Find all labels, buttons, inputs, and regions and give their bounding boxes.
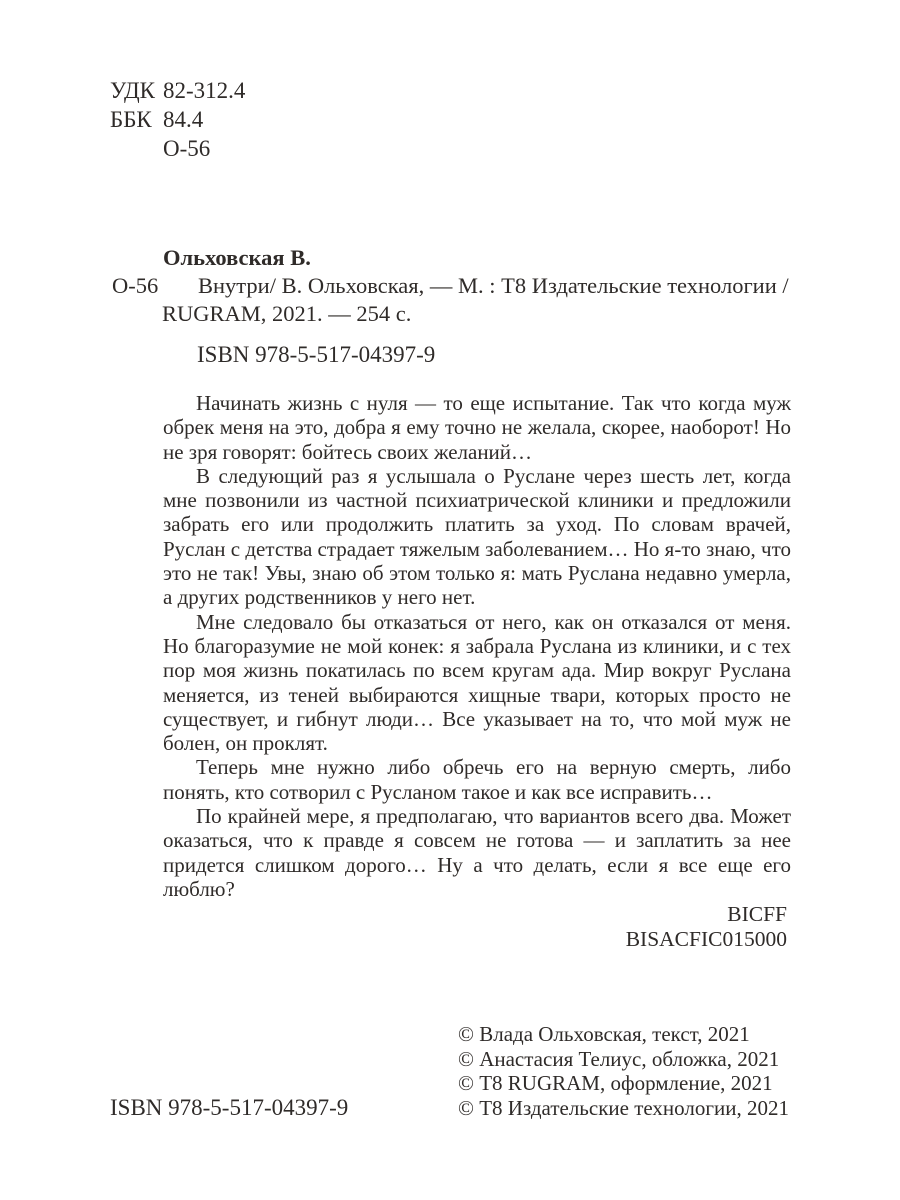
author-sign-row bbox=[110, 134, 245, 163]
annotation-paragraph: В следующий раз я услышала о Руслане через шесть лет, когда мне позвонили из частной психиатрической клиники и предложили забрать его или продолжить платить за уход. По словам врачей, Руслан с детства страдает тяжелым заболеванием… Но я-то знаю, что это не так! Увы, знаю об этом только я: мать Руслана недавно умерла, а других родственников у него нет. bbox=[163, 463, 791, 610]
udk-row bbox=[110, 76, 245, 105]
bbk-label: ББК bbox=[110, 107, 152, 132]
copyright-line-cover: © Анастасия Телиус, обложка, 2021 bbox=[458, 1046, 780, 1071]
copyright-block bbox=[458, 1022, 789, 1120]
bbk-row bbox=[110, 105, 245, 134]
entry-code: О-56 bbox=[112, 273, 159, 298]
entry-text: Внутри/ В. Ольховская, — М. : Т8 Издательские технологии / RUGRAM, 2021. — 254 с. bbox=[162, 273, 789, 326]
bbk-value: 84.4 bbox=[163, 107, 204, 132]
entry-author: Ольховская В. bbox=[163, 245, 311, 270]
classification-codes bbox=[626, 902, 787, 952]
annotation-paragraph: Мне следовало бы отказаться от него, как он отказался от меня. Но благоразумие не мой конек: я забрала Руслана из клиники, и с тех пор моя жизнь покатилась по всем кругам ада. Мир вокруг Руслана меняется, из теней выбираются хищные твари, которых просто не существует, и гибнут люди… Все указывает на то, что мой муж не болен, он проклят. bbox=[163, 609, 791, 756]
author-sign-label bbox=[110, 134, 163, 163]
bisac-code: BISACFIC015000 bbox=[625, 927, 787, 951]
copyright-line-design: © Т8 RUGRAM, оформление, 2021 bbox=[458, 1071, 773, 1095]
footer-isbn-line: ISBN 978-5-517-04397-9 bbox=[110, 1095, 349, 1120]
entry-body bbox=[112, 272, 804, 328]
copyright-line-text: © Влада Ольховская, текст, 2021 bbox=[458, 1022, 750, 1046]
annotation-paragraph: Теперь мне нужно либо обречь его на верную смерть, либо понять, кто сотворил с Русланом такое и как все исправить… bbox=[163, 755, 791, 804]
udk-label: УДК bbox=[110, 78, 155, 103]
catalog-block bbox=[110, 76, 245, 163]
author-sign-value: О-56 bbox=[163, 136, 211, 161]
udk-value: 82-312.4 bbox=[163, 78, 246, 103]
copyright-line-publisher: © Т8 Издательские технологии, 2021 bbox=[458, 1095, 789, 1120]
annotation-paragraph: Начинать жизнь с нуля — то еще испытание. Так что когда муж обрек меня на это, добра я ему точно не желала, скорее, наоборот! Но не зря говорят: бойтесь своих желаний… bbox=[163, 391, 791, 464]
isbn-line: ISBN 978-5-517-04397-9 bbox=[197, 342, 436, 367]
annotation-block bbox=[163, 391, 791, 901]
bibliographic-entry bbox=[112, 244, 804, 328]
annotation-paragraph: По крайней мере, я предполагаю, что вариантов всего два. Может оказаться, что к правде я совсем не готова — и заплатить за нее придется слишком дорого… Ну а что делать, если я все еще его люблю? bbox=[163, 804, 791, 901]
bic-code: BICFF bbox=[727, 902, 787, 926]
